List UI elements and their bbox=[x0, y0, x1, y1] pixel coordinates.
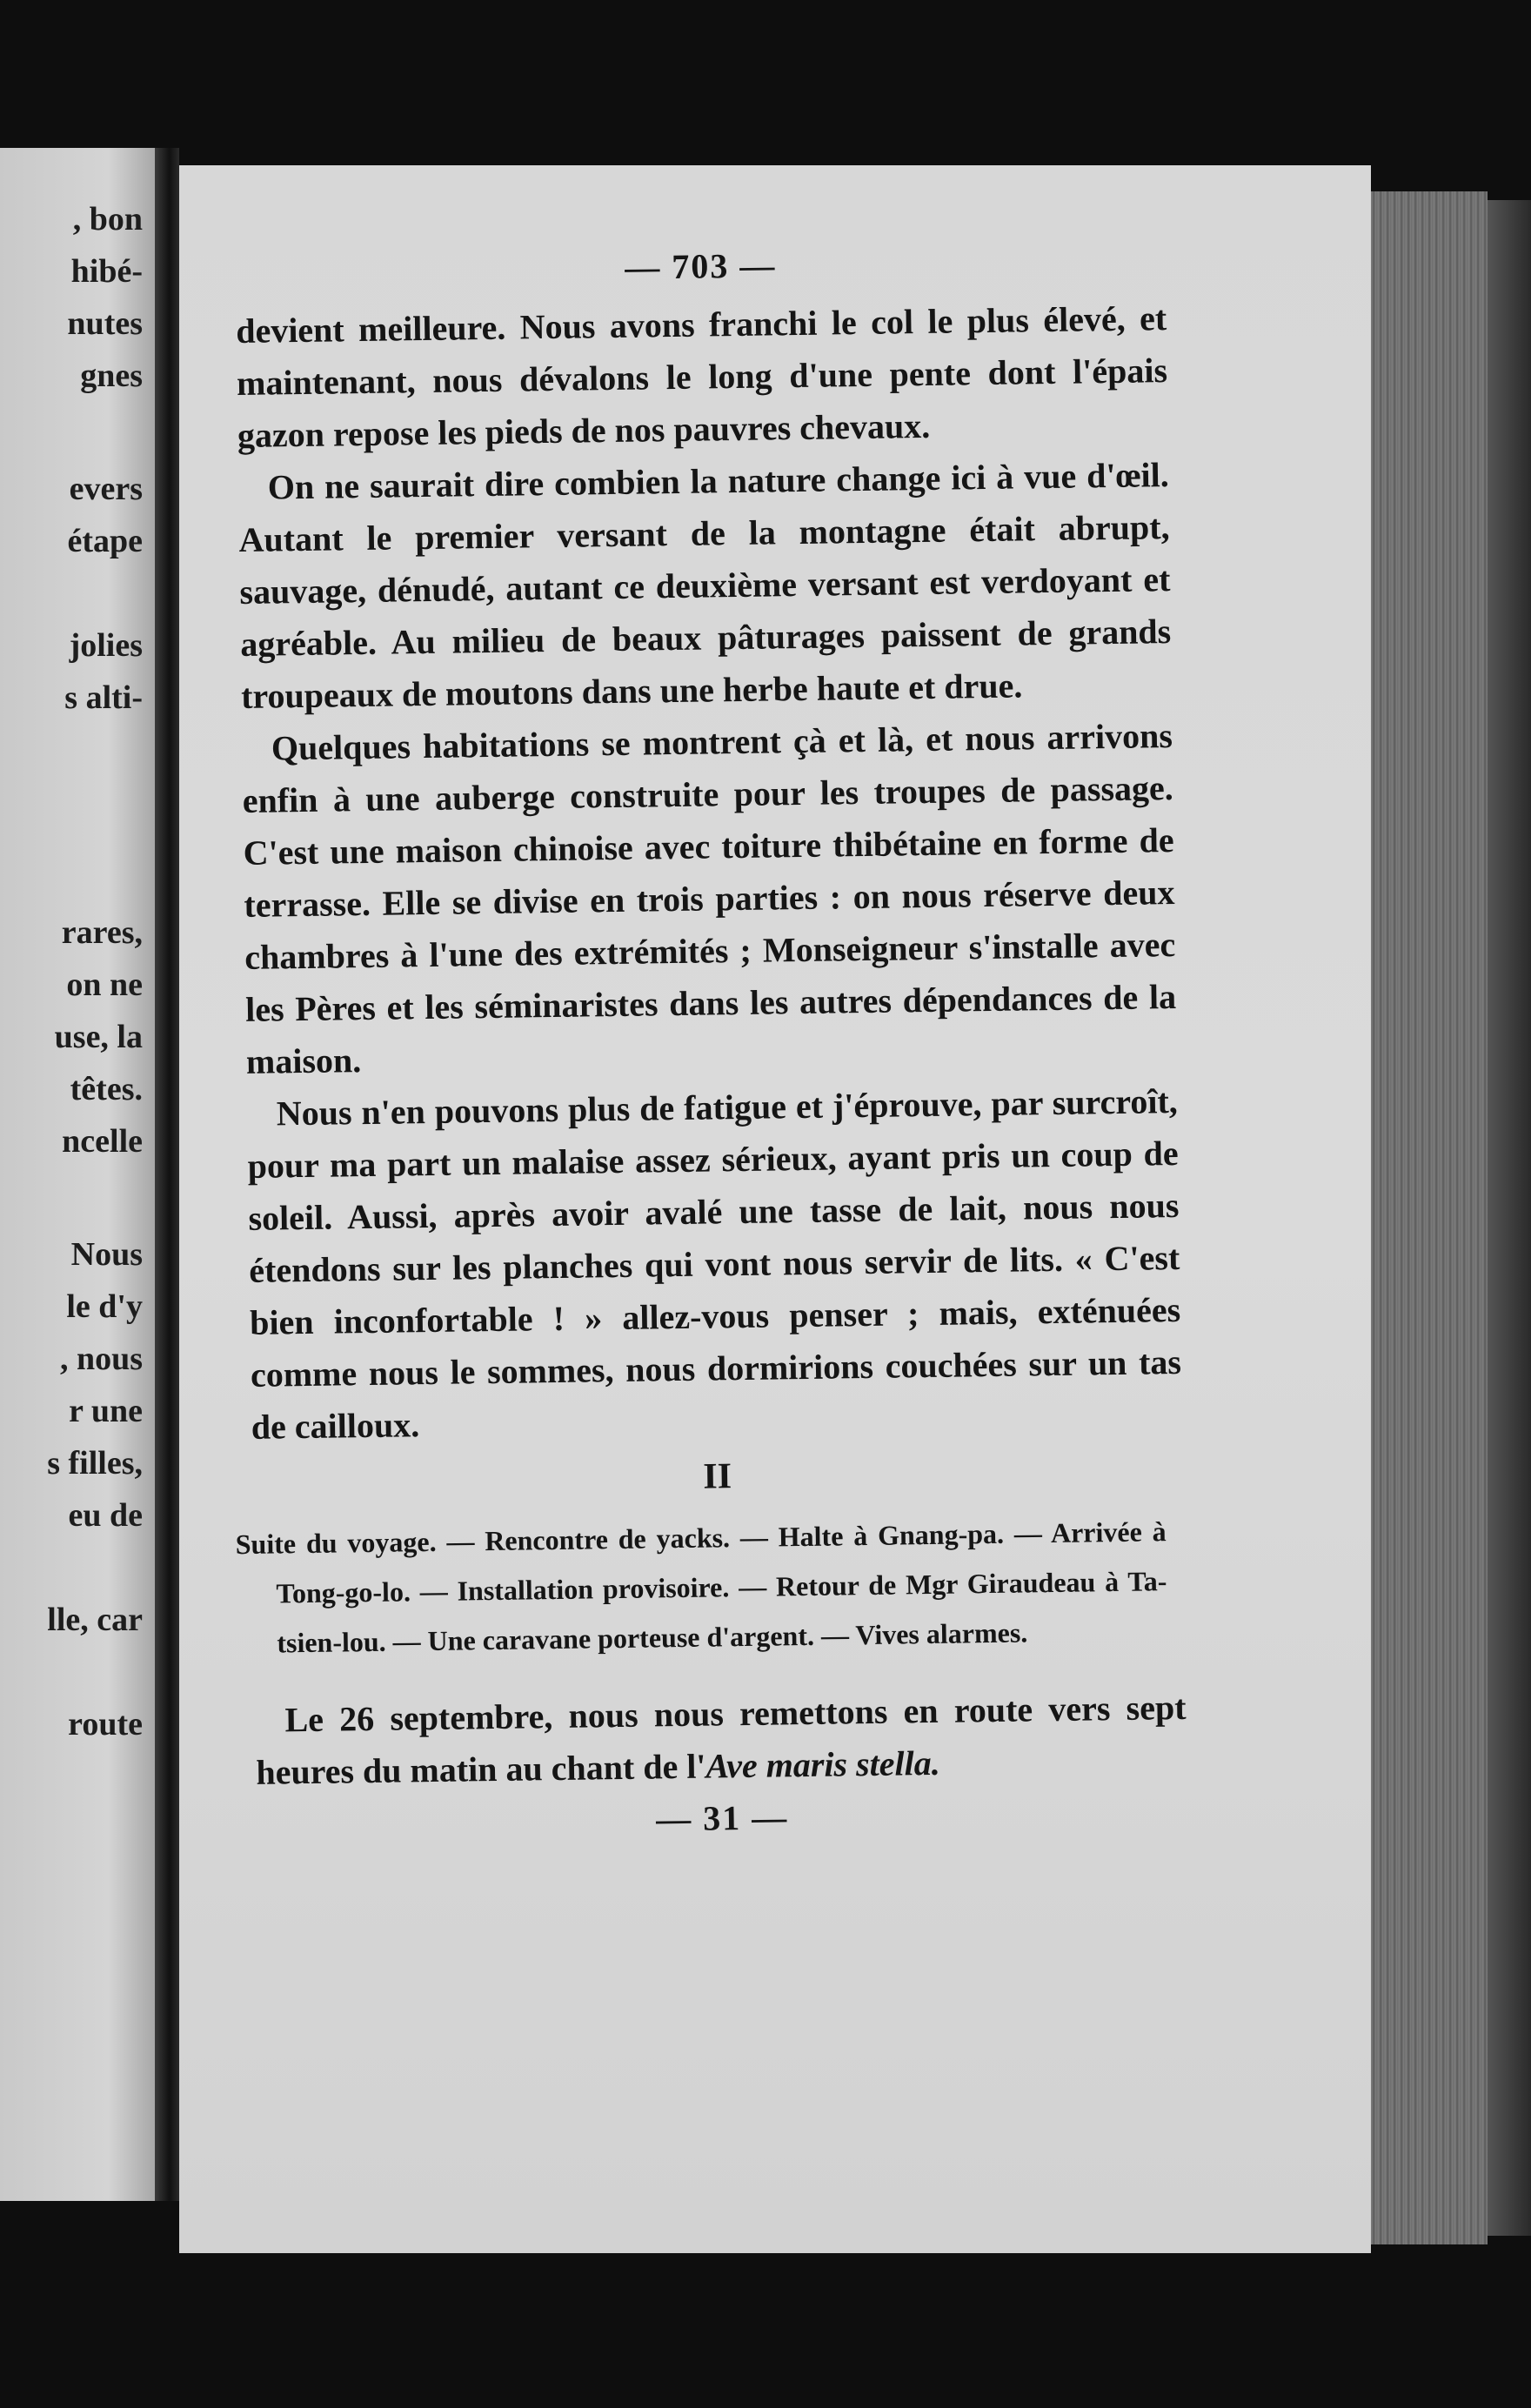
left-page-line: hibé- bbox=[70, 253, 143, 290]
left-page-line: eu de bbox=[68, 1497, 143, 1534]
left-page-line: nutes bbox=[67, 305, 143, 342]
left-page-line: route bbox=[68, 1706, 143, 1742]
left-page-line: Nous bbox=[70, 1236, 143, 1273]
left-page-line: , nous bbox=[59, 1341, 143, 1377]
left-page-line: s alti- bbox=[64, 679, 143, 716]
paragraph-5 bbox=[255, 1682, 1187, 1799]
left-page-line: , bon bbox=[72, 201, 143, 237]
left-page-line: on ne bbox=[66, 967, 143, 1003]
left-page-line: use, la bbox=[54, 1019, 143, 1055]
left-page-line: rares, bbox=[61, 914, 143, 951]
paragraph-5-italic: Ave maris stella. bbox=[705, 1742, 941, 1786]
left-page-line: s filles, bbox=[47, 1445, 143, 1482]
paragraph-2: On ne saurait dire combien la nature change ici à vue d'œil. Autant le premier versant de la montagne était abrupt, sauvage, dénudé, autant ce deuxième versant est verdoyant et agréable. Au milieu de beaux pâturages paissent de grands troupeaux de moutons dans une herbe haute et drue. bbox=[238, 455, 1172, 716]
book-gutter bbox=[155, 148, 179, 2201]
paragraph-1: devient meilleure. Nous avons franchi le col le plus élevé, et maintenant, nous dévalons le long d'une pente dont l'épais gazon repose les pieds de nos pauvres chevaux. bbox=[235, 298, 1168, 455]
folio-bottom: — 31 — bbox=[655, 1797, 789, 1839]
section-number: II bbox=[703, 1456, 732, 1497]
left-page-fragment bbox=[0, 148, 155, 2201]
paragraph-3: Quelques habitations se montrent çà et là, et nous arrivons enfin à une auberge construite pour les troupes de passage. C'est une maison chinoise avec toiture thibétaine en forme de terrasse. Elle se divise en trois parties : on nous réserve deux chambres à l'une des extrémités ; Monseigneur s'installe avec les Pères et les séminaristes dans les autres dépendances de la maison. bbox=[242, 716, 1177, 1081]
left-page-line: evers bbox=[69, 471, 143, 507]
paragraph-4: Nous n'en pouvons plus de fatigue et j'éprouve, par surcroît, pour ma part un malaise assez sérieux, ayant pris un coup de soleil. Aussi, après avoir avalé une tasse de lait, nous nous étendons sur les planches qui vont nous servir de lits. « C'est bien inconfortable ! » allez-vous penser ; mais, exténuées comme nous le sommes, nous dormirions couchées sur un tas de cailloux. bbox=[247, 1080, 1182, 1447]
paragraph-5-text: Le 26 septembre, nous nous remettons en route vers sept heures du matin au chant de l' bbox=[256, 1687, 1187, 1792]
left-page-line: r une bbox=[69, 1393, 143, 1429]
section-summary: Suite du voyage. — Rencontre de yacks. — Halte à Gnang-pa. — Arrivée à Tong-go-lo. — Installation provisoire. — Retour de Mgr Giraudeau à Ta-tsien-lou. — Une caravane porteuse d'argent. — Vives alarmes. bbox=[235, 1515, 1167, 1659]
folio-top: — 703 — bbox=[624, 245, 777, 287]
left-page-line: jolies bbox=[69, 627, 143, 664]
left-page-line: le d'y bbox=[66, 1288, 143, 1325]
left-page-line: têtes. bbox=[70, 1071, 143, 1107]
left-page-line: gnes bbox=[80, 358, 143, 394]
left-page-line: étape bbox=[67, 523, 143, 559]
left-page-line: lle, car bbox=[47, 1602, 143, 1638]
page-edges-shadow bbox=[1488, 200, 1531, 2236]
left-page-line: ncelle bbox=[62, 1123, 143, 1160]
page-text-block bbox=[235, 239, 1187, 1845]
